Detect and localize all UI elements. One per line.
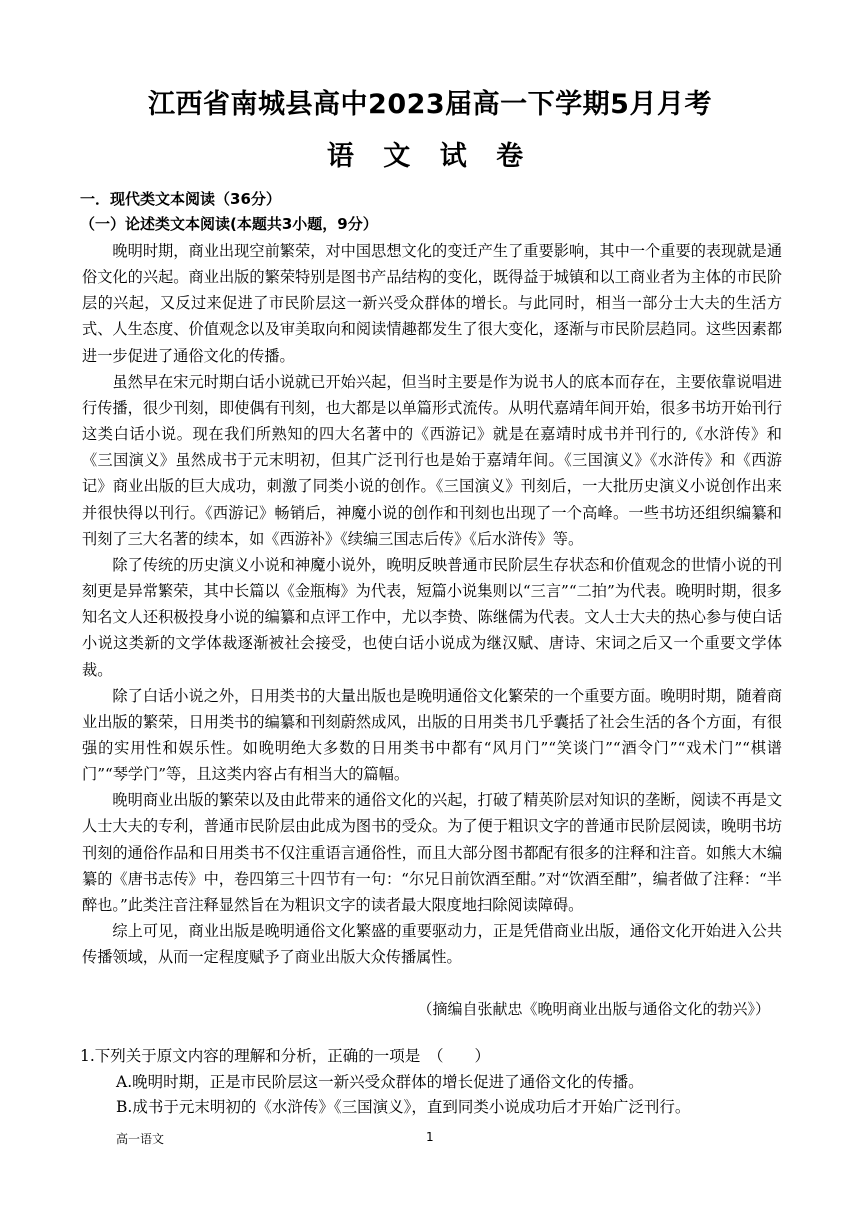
passage-paragraph: 综上可见，商业出版是晚明通俗文化繁盛的重要驱动力，正是凭借商业出版，通俗文化开始进入公共传播领域，从而一定程度赋予了商业出版大众传播属性。 bbox=[82, 922, 782, 967]
page-number: 1 bbox=[426, 1130, 434, 1144]
passage-source: （摘编自张献忠《晚明商业出版与通俗文化的勃兴》） bbox=[417, 1000, 770, 1018]
section-heading: 一．现代类文本阅读（36分） bbox=[80, 190, 281, 208]
question-stem: 1.下列关于原文内容的理解和分析，正确的一项是 （ ） bbox=[80, 1047, 491, 1065]
passage-paragraph: 虽然早在宋元时期白话小说就已开始兴起，但当时主要是作为说书人的底本而存在，主要依靠说唱进行传播，很少刊刻，即使偶有刊刻，也大都是以单篇形式流传。从明代嘉靖年间开始，很多书坊开始刊行这类白话小说。现在我们所熟知的四大名著中的《西游记》就是在嘉靖时成书并刊行的,《水浒传》和《三国演义》虽然成书于元末明初，但其广泛刊行也是始于嘉靖年间。《三国演义》《水浒传》和《西游记》商业出版的巨大成功，刺激了同类小说的创作。《三国演义》刊刻后，一大批历史演义小说创作出来并很快得以刊行。《西游记》畅销后，神魔小说的创作和刊刻也出现了一个高峰。一些书坊还组织编纂和刊刻了三大名著的续本，如《西游补》《续编三国志后传》《后水浒传》等。 bbox=[82, 372, 782, 548]
passage-paragraph: 除了白话小说之外，日用类书的大量出版也是晚明通俗文化繁荣的一个重要方面。晚明时期，随着商业出版的繁荣，日用类书的编纂和刊刻蔚然成风，出版的日用类书几乎囊括了社会生活的各个方面，有很强的实用性和娱乐性。如晚明绝大多数的日用类书中都有“风月门”“笑谈门”“酒令门”“戏术门”“棋谱门”“琴学门”等，且这类内容占有相当大的篇幅。 bbox=[82, 686, 782, 784]
reading-passage bbox=[82, 238, 782, 970]
passage-paragraph: 晚明时期，商业出现空前繁荣，对中国思想文化的变迁产生了重要影响，其中一个重要的表现就是通俗文化的兴起。商业出版的繁荣特别是图书产品结构的变化，既得益于城镇和以工商业者为主体的市民阶层的兴起，又反过来促进了市民阶层这一新兴受众群体的增长。与此同时，相当一部分士大夫的生活方式、人生态度、价值观念以及审美取向和阅读情趣都发生了很大变化，逐渐与市民阶层趋同。这些因素都进一步促进了通俗文化的传播。 bbox=[82, 242, 782, 365]
passage-paragraph: 除了传统的历史演义小说和神魔小说外，晚明反映普通市民阶层生存状态和价值观念的世情小说的刊刻更是异常繁荣，其中长篇以《金瓶梅》为代表，短篇小说集则以“三言”“二拍”为代表。晚明时期，很多知名文人还积极投身小说的编纂和点评工作中，尤以李贽、陈继儒为代表。文人士大夫的热心参与使白话小说这类新的文学体裁逐渐被社会接受，也使白话小说成为继汉赋、唐诗、宋词之后又一个重要文学体裁。 bbox=[82, 555, 782, 679]
exam-subtitle: 语 文 试 卷 bbox=[326, 141, 534, 172]
passage-paragraph: 晚明商业出版的繁荣以及由此带来的通俗文化的兴起，打破了精英阶层对知识的垄断，阅读不再是文人士大夫的专利，普通市民阶层由此成为图书的受众。为了便于粗识文字的普通市民阶层阅读，晚明书坊刊刻的通俗作品和日用类书不仅注重语言通俗性，而且大部分图书都配有很多的注释和注音。如熊大木编纂的《唐书志传》中，卷四第三十四节有一句：“尔兄日前饮酒至酣。”对“饮酒至酣”，编者做了注释：“半醉也。”此类注音注释显然旨在为粗识文字的读者最大限度地扫除阅读障碍。 bbox=[82, 791, 782, 914]
footer-subject: 高一语文 bbox=[116, 1132, 165, 1146]
option-a[interactable]: A.晚明时期，正是市民阶层这一新兴受众群体的增长促进了通俗文化的传播。 bbox=[116, 1073, 644, 1091]
option-b[interactable]: B.成书于元末明初的《水浒传》《三国演义》，直到同类小说成功后才开始广泛刊行。 bbox=[116, 1098, 691, 1116]
section-subheading: （一）论述类文本阅读(本题共3小题，9分） bbox=[80, 215, 378, 233]
exam-title: 江西省南城县高中2023届高一下学期5月月考 bbox=[148, 89, 712, 120]
